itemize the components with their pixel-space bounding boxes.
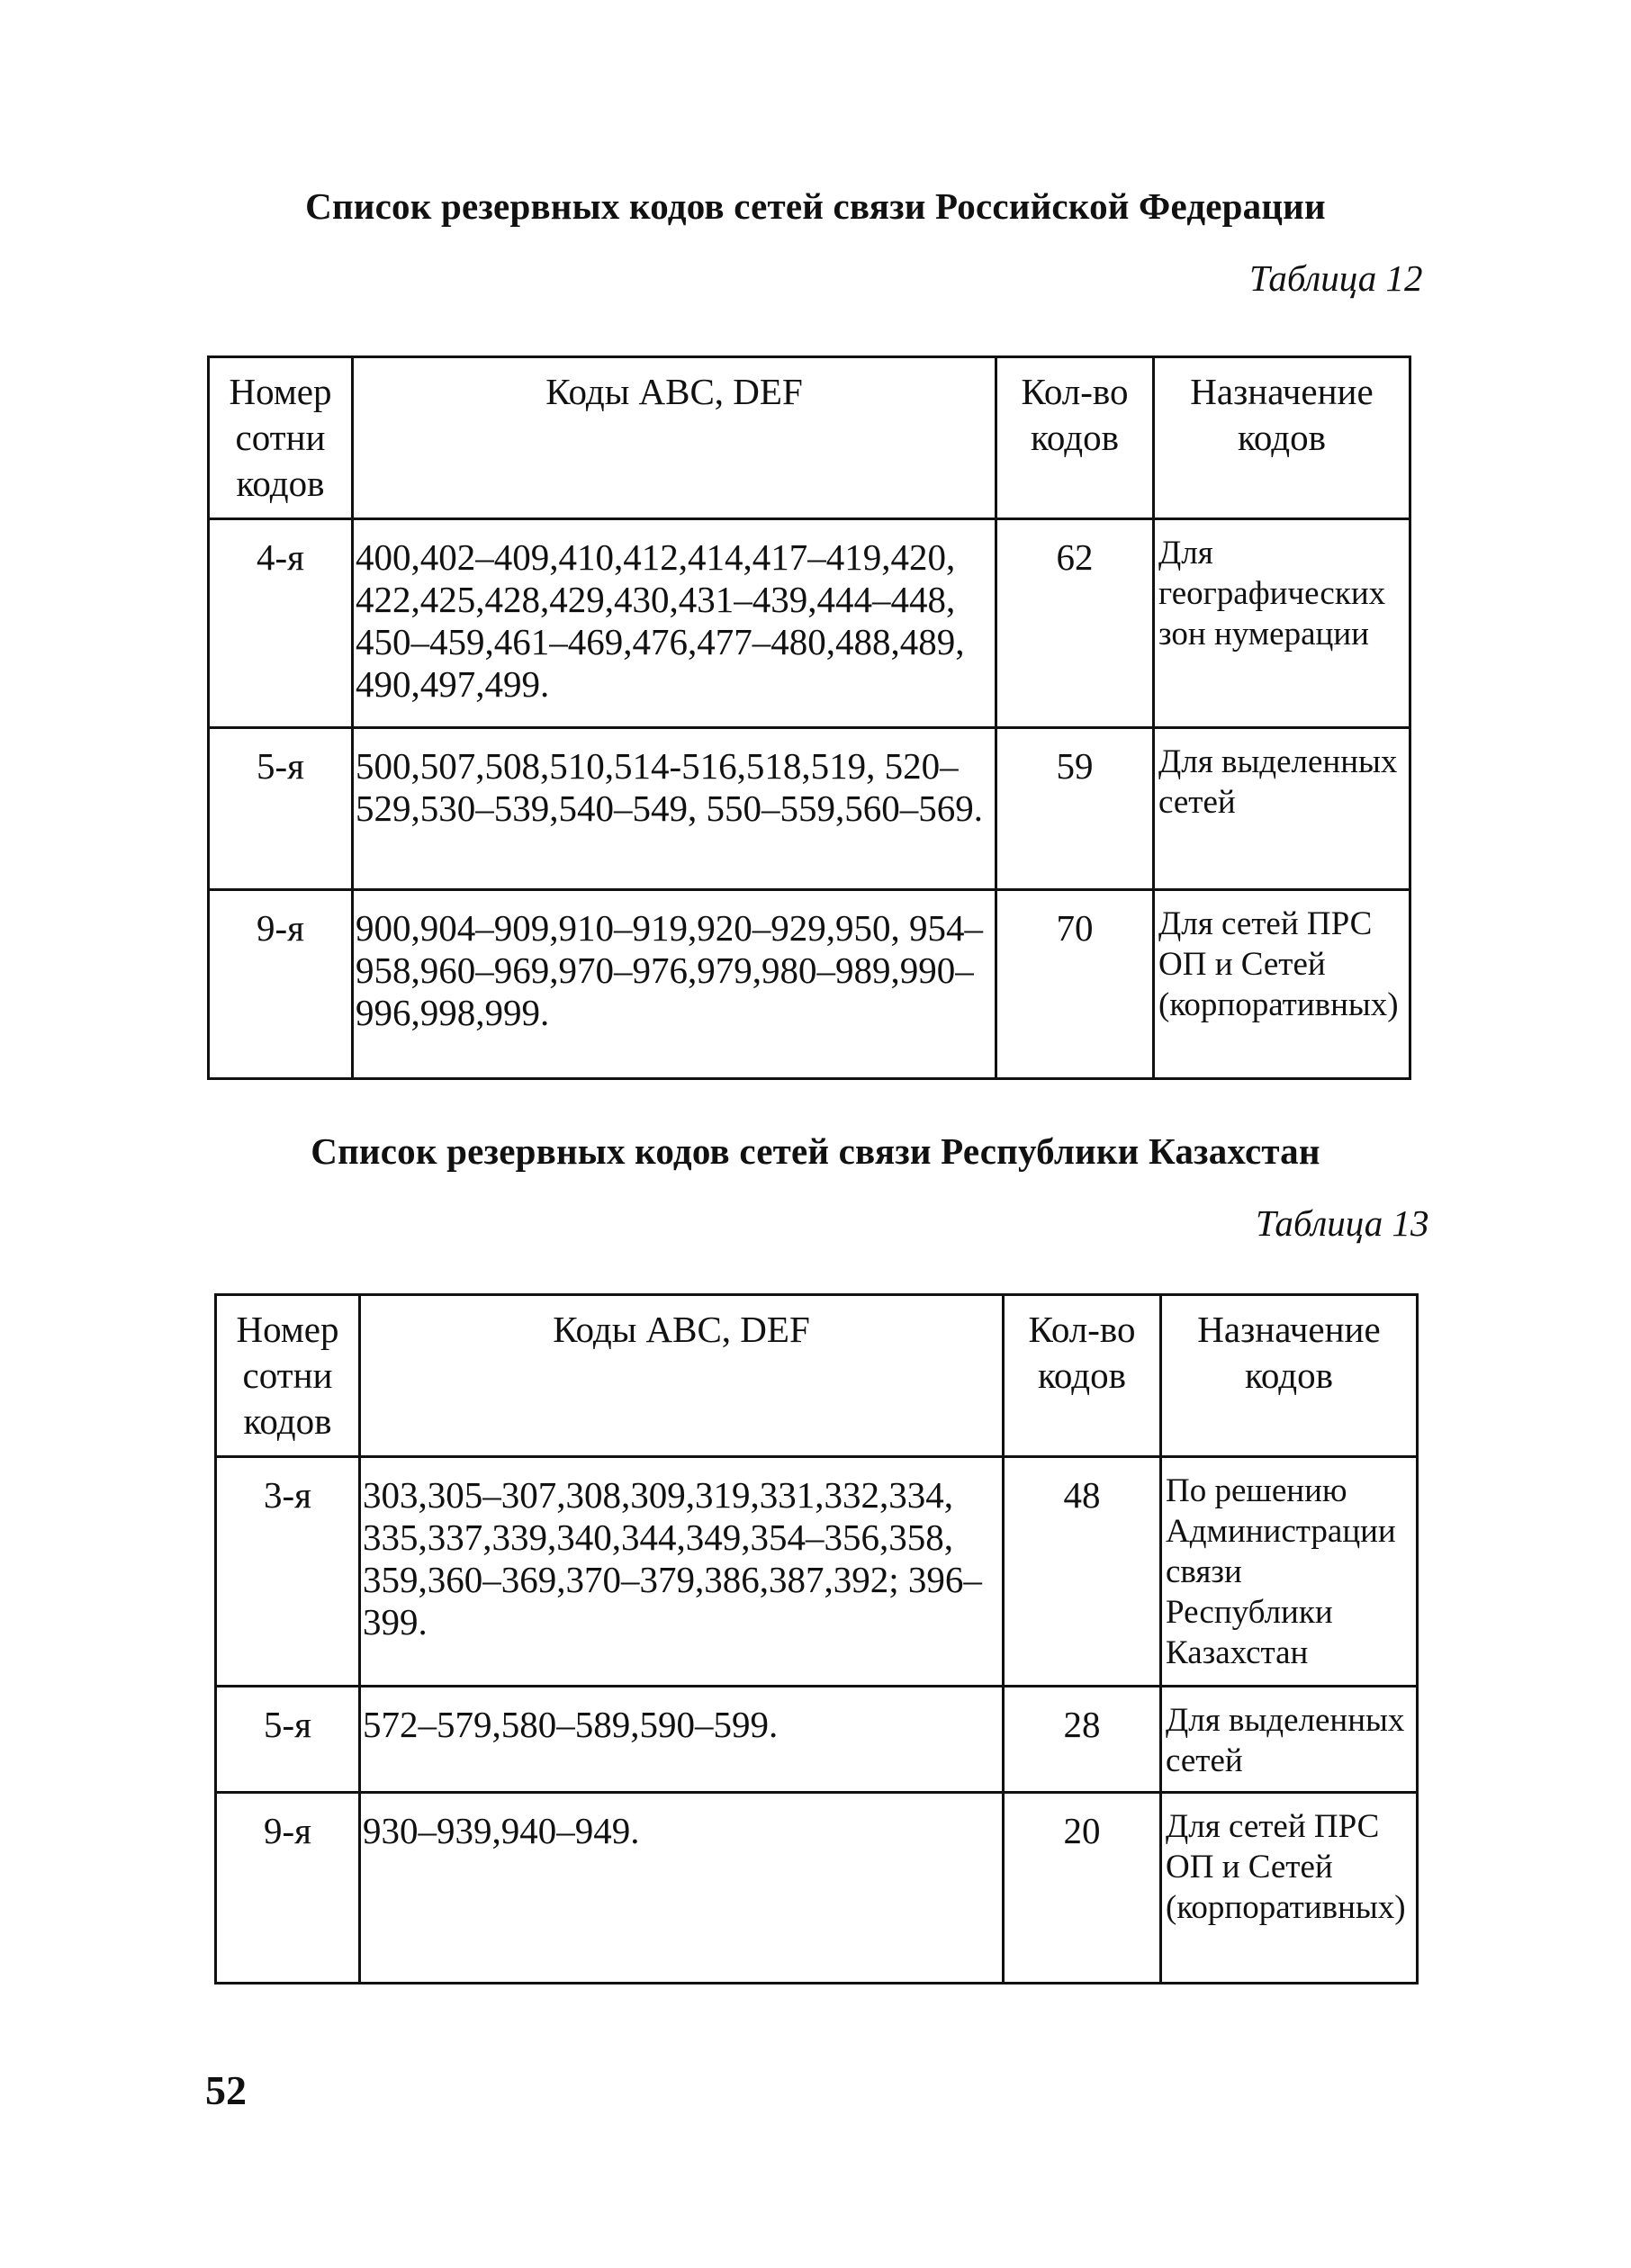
hundred-cell: 3-я xyxy=(216,1457,360,1687)
table-row xyxy=(216,1687,1418,1793)
table-header-row xyxy=(209,357,1410,519)
purpose-cell: Для географических зон нумерации xyxy=(1154,519,1410,728)
codes-cell: 572–579,580–589,590–599. xyxy=(360,1687,1004,1793)
table-row xyxy=(209,890,1410,1079)
column-header-count: Кол-во кодов xyxy=(1004,1295,1161,1457)
table13-heading: Список резервных кодов сетей связи Республики Казахстан xyxy=(311,1130,1320,1172)
table13-label: Таблица 13 xyxy=(1256,1202,1429,1244)
column-header-hundred: Номер сотни кодов xyxy=(209,357,353,519)
hundred-cell: 9-я xyxy=(209,890,353,1079)
count-cell: 48 xyxy=(1004,1457,1161,1687)
table-row xyxy=(216,1457,1418,1687)
codes-cell: 400,402–409,410,412,414,417–419,420, 422,425,428,429,430,431–439,444–448, 450–459,461–469,476,477–480,488,489, 490,497,499. xyxy=(353,519,996,728)
column-header-count: Кол-во кодов xyxy=(996,357,1154,519)
page-number: 52 xyxy=(205,2067,247,2113)
count-cell: 62 xyxy=(996,519,1154,728)
table13 xyxy=(214,1293,1419,1984)
hundred-cell: 4-я xyxy=(209,519,353,728)
purpose-cell: Для выделенных сетей xyxy=(1161,1687,1418,1793)
purpose-cell: Для сетей ПРС ОП и Сетей (корпоративных) xyxy=(1161,1793,1418,1984)
codes-cell: 500,507,508,510,514-516,518,519, 520–529,530–539,540–549, 550–559,560–569. xyxy=(353,728,996,890)
hundred-cell: 5-я xyxy=(209,728,353,890)
hundred-cell: 5-я xyxy=(216,1687,360,1793)
table-row xyxy=(209,728,1410,890)
table-row xyxy=(216,1793,1418,1984)
hundred-cell: 9-я xyxy=(216,1793,360,1984)
column-header-codes: Коды ABC, DEF xyxy=(360,1295,1004,1457)
column-header-purpose: Назначение кодов xyxy=(1154,357,1410,519)
count-cell: 59 xyxy=(996,728,1154,890)
table12-label: Таблица 12 xyxy=(1249,257,1423,299)
purpose-cell: Для выделенных сетей xyxy=(1154,728,1410,890)
table12-heading: Список резервных кодов сетей связи Российской Федерации xyxy=(305,185,1326,227)
codes-cell: 930–939,940–949. xyxy=(360,1793,1004,1984)
count-cell: 28 xyxy=(1004,1687,1161,1793)
codes-cell: 303,305–307,308,309,319,331,332,334, 335,337,339,340,344,349,354–356,358, 359,360–369,370–379,386,387,392; 396–399. xyxy=(360,1457,1004,1687)
column-header-purpose: Назначение кодов xyxy=(1161,1295,1418,1457)
table12 xyxy=(207,356,1411,1080)
codes-cell: 900,904–909,910–919,920–929,950, 954–958,960–969,970–976,979,980–989,990–996,998,999. xyxy=(353,890,996,1079)
purpose-cell: Для сетей ПРС ОП и Сетей (корпоративных) xyxy=(1154,890,1410,1079)
column-header-codes: Коды ABC, DEF xyxy=(353,357,996,519)
count-cell: 70 xyxy=(996,890,1154,1079)
table-row xyxy=(209,519,1410,728)
table-header-row xyxy=(216,1295,1418,1457)
column-header-hundred: Номер сотни кодов xyxy=(216,1295,360,1457)
count-cell: 20 xyxy=(1004,1793,1161,1984)
purpose-cell: По решению Администрации связи Республики Казахстан xyxy=(1161,1457,1418,1687)
